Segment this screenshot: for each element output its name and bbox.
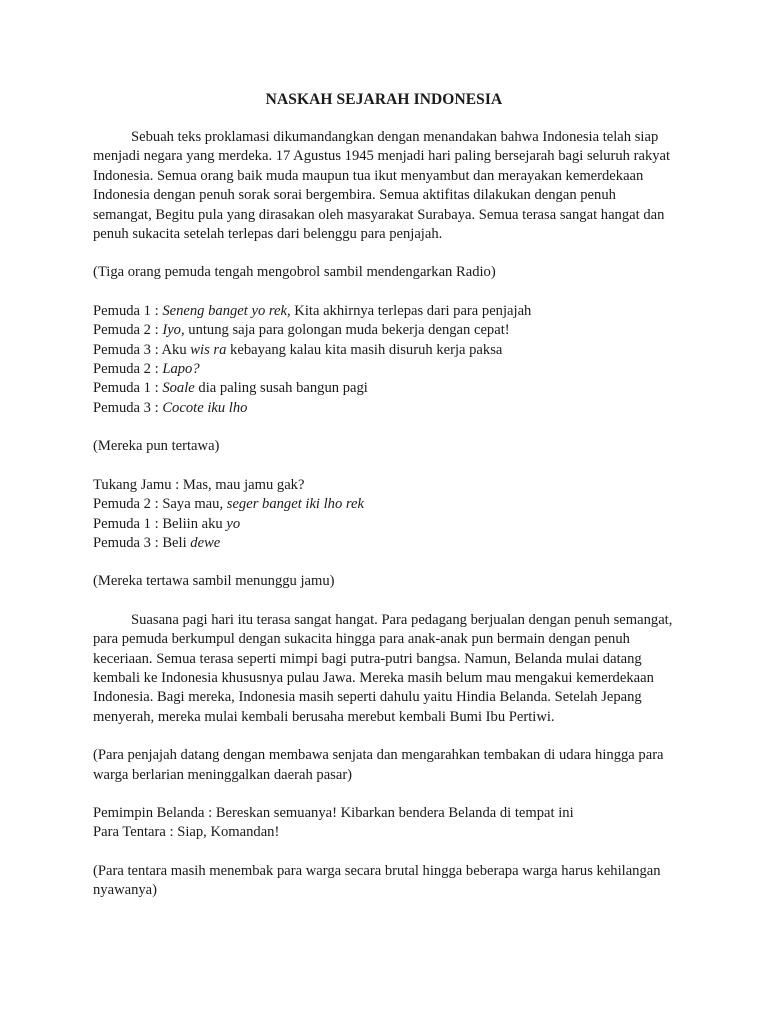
dialogue-line: Pemuda 3 : Aku wis ra kebayang kalau kita masih disuruh kerja paksa	[93, 341, 503, 358]
dialogue-block-1	[93, 302, 675, 418]
dialogue-line: Pemuda 2 : Saya mau, seger banget iki lho rek	[93, 496, 365, 513]
dialogue-line: Pemuda 1 : Soale dia paling susah bangun pagi	[93, 380, 368, 397]
dialogue-line: Pemuda 2 : Iyo, untung saja para golongan muda bekerja dengan cepat!	[93, 322, 510, 339]
dialogue-line: Pemuda 2 : Lapo?	[93, 361, 200, 378]
second-paragraph: Suasana pagi hari itu terasa sangat hangat. Para pedagang berjualan dengan penuh semangat, para pemuda berkumpul dengan sukacita hingga para anak-anak pun bermain dengan penuh keceriaan. Semua terasa seperti mimpi bagi putra-putri bangsa. Namun, Belanda mulai datang kembali ke Indonesia khususnya pulau Jawa. Mereka masih belum mau mengakui kemerdekaan Indonesia. Bagi mereka, Indonesia masih seperti dahulu yaitu Hindia Belanda. Setelah Jepang menyerah, mereka mulai kembali berusaha merebut kembali Bumi Ibu Pertiwi.	[93, 611, 673, 725]
dialogue-line: Pemuda 3 : Cocote iku lho	[93, 399, 248, 416]
intro-paragraph: Sebuah teks proklamasi dikumandangkan dengan menandakan bahwa Indonesia telah siap menjadi negara yang merdeka. 17 Agustus 1945 menjadi hari paling bersejarah bagi seluruh rakyat Indonesia. Semua orang baik muda maupun tua ikut menyambut dan merayakan kemerdekaan Indonesia dengan penuh sorak sorai bergembira. Semua aktifitas dilakukan dengan penuh semangat, Begitu pula yang dirasakan oleh masyarakat Surabaya. Semua terasa sangat hangat dan penuh sukacita setelah terlepas dari belenggu para penjajah.	[93, 129, 671, 243]
dialogue-line: Tukang Jamu : Mas, mau jamu gak?	[93, 476, 305, 493]
document-page	[93, 84, 675, 901]
dialogue-line: Para Tentara : Siap, Komandan!	[93, 824, 280, 841]
stage-direction-4: (Para penjajah datang dengan membawa senjata dan mengarahkan tembakan di udara hingga para warga berlarian meninggalkan daerah pasar)	[93, 747, 664, 783]
dialogue-block-3	[93, 804, 675, 843]
dialogue-block-2	[93, 476, 675, 554]
stage-direction-1: (Tiga orang pemuda tengah mengobrol sambil mendengarkan Radio)	[93, 264, 496, 281]
dialogue-line: Pemimpin Belanda : Bereskan semuanya! Kibarkan bendera Belanda di tempat ini	[93, 804, 574, 821]
stage-direction-5: (Para tentara masih menembak para warga secara brutal hingga beberapa warga harus kehilangan nyawanya)	[93, 862, 661, 899]
stage-direction-3: (Mereka tertawa sambil menunggu jamu)	[93, 573, 335, 590]
document-title: NASKAH SEJARAH INDONESIA	[265, 91, 503, 108]
dialogue-line: Pemuda 1 : Beliin aku yo	[93, 515, 241, 532]
dialogue-line: Pemuda 1 : Seneng banget yo rek, Kita akhirnya terlepas dari para penjajah	[93, 302, 532, 319]
stage-direction-2: (Mereka pun tertawa)	[93, 438, 220, 455]
dialogue-line: Pemuda 3 : Beli dewe	[93, 534, 221, 551]
